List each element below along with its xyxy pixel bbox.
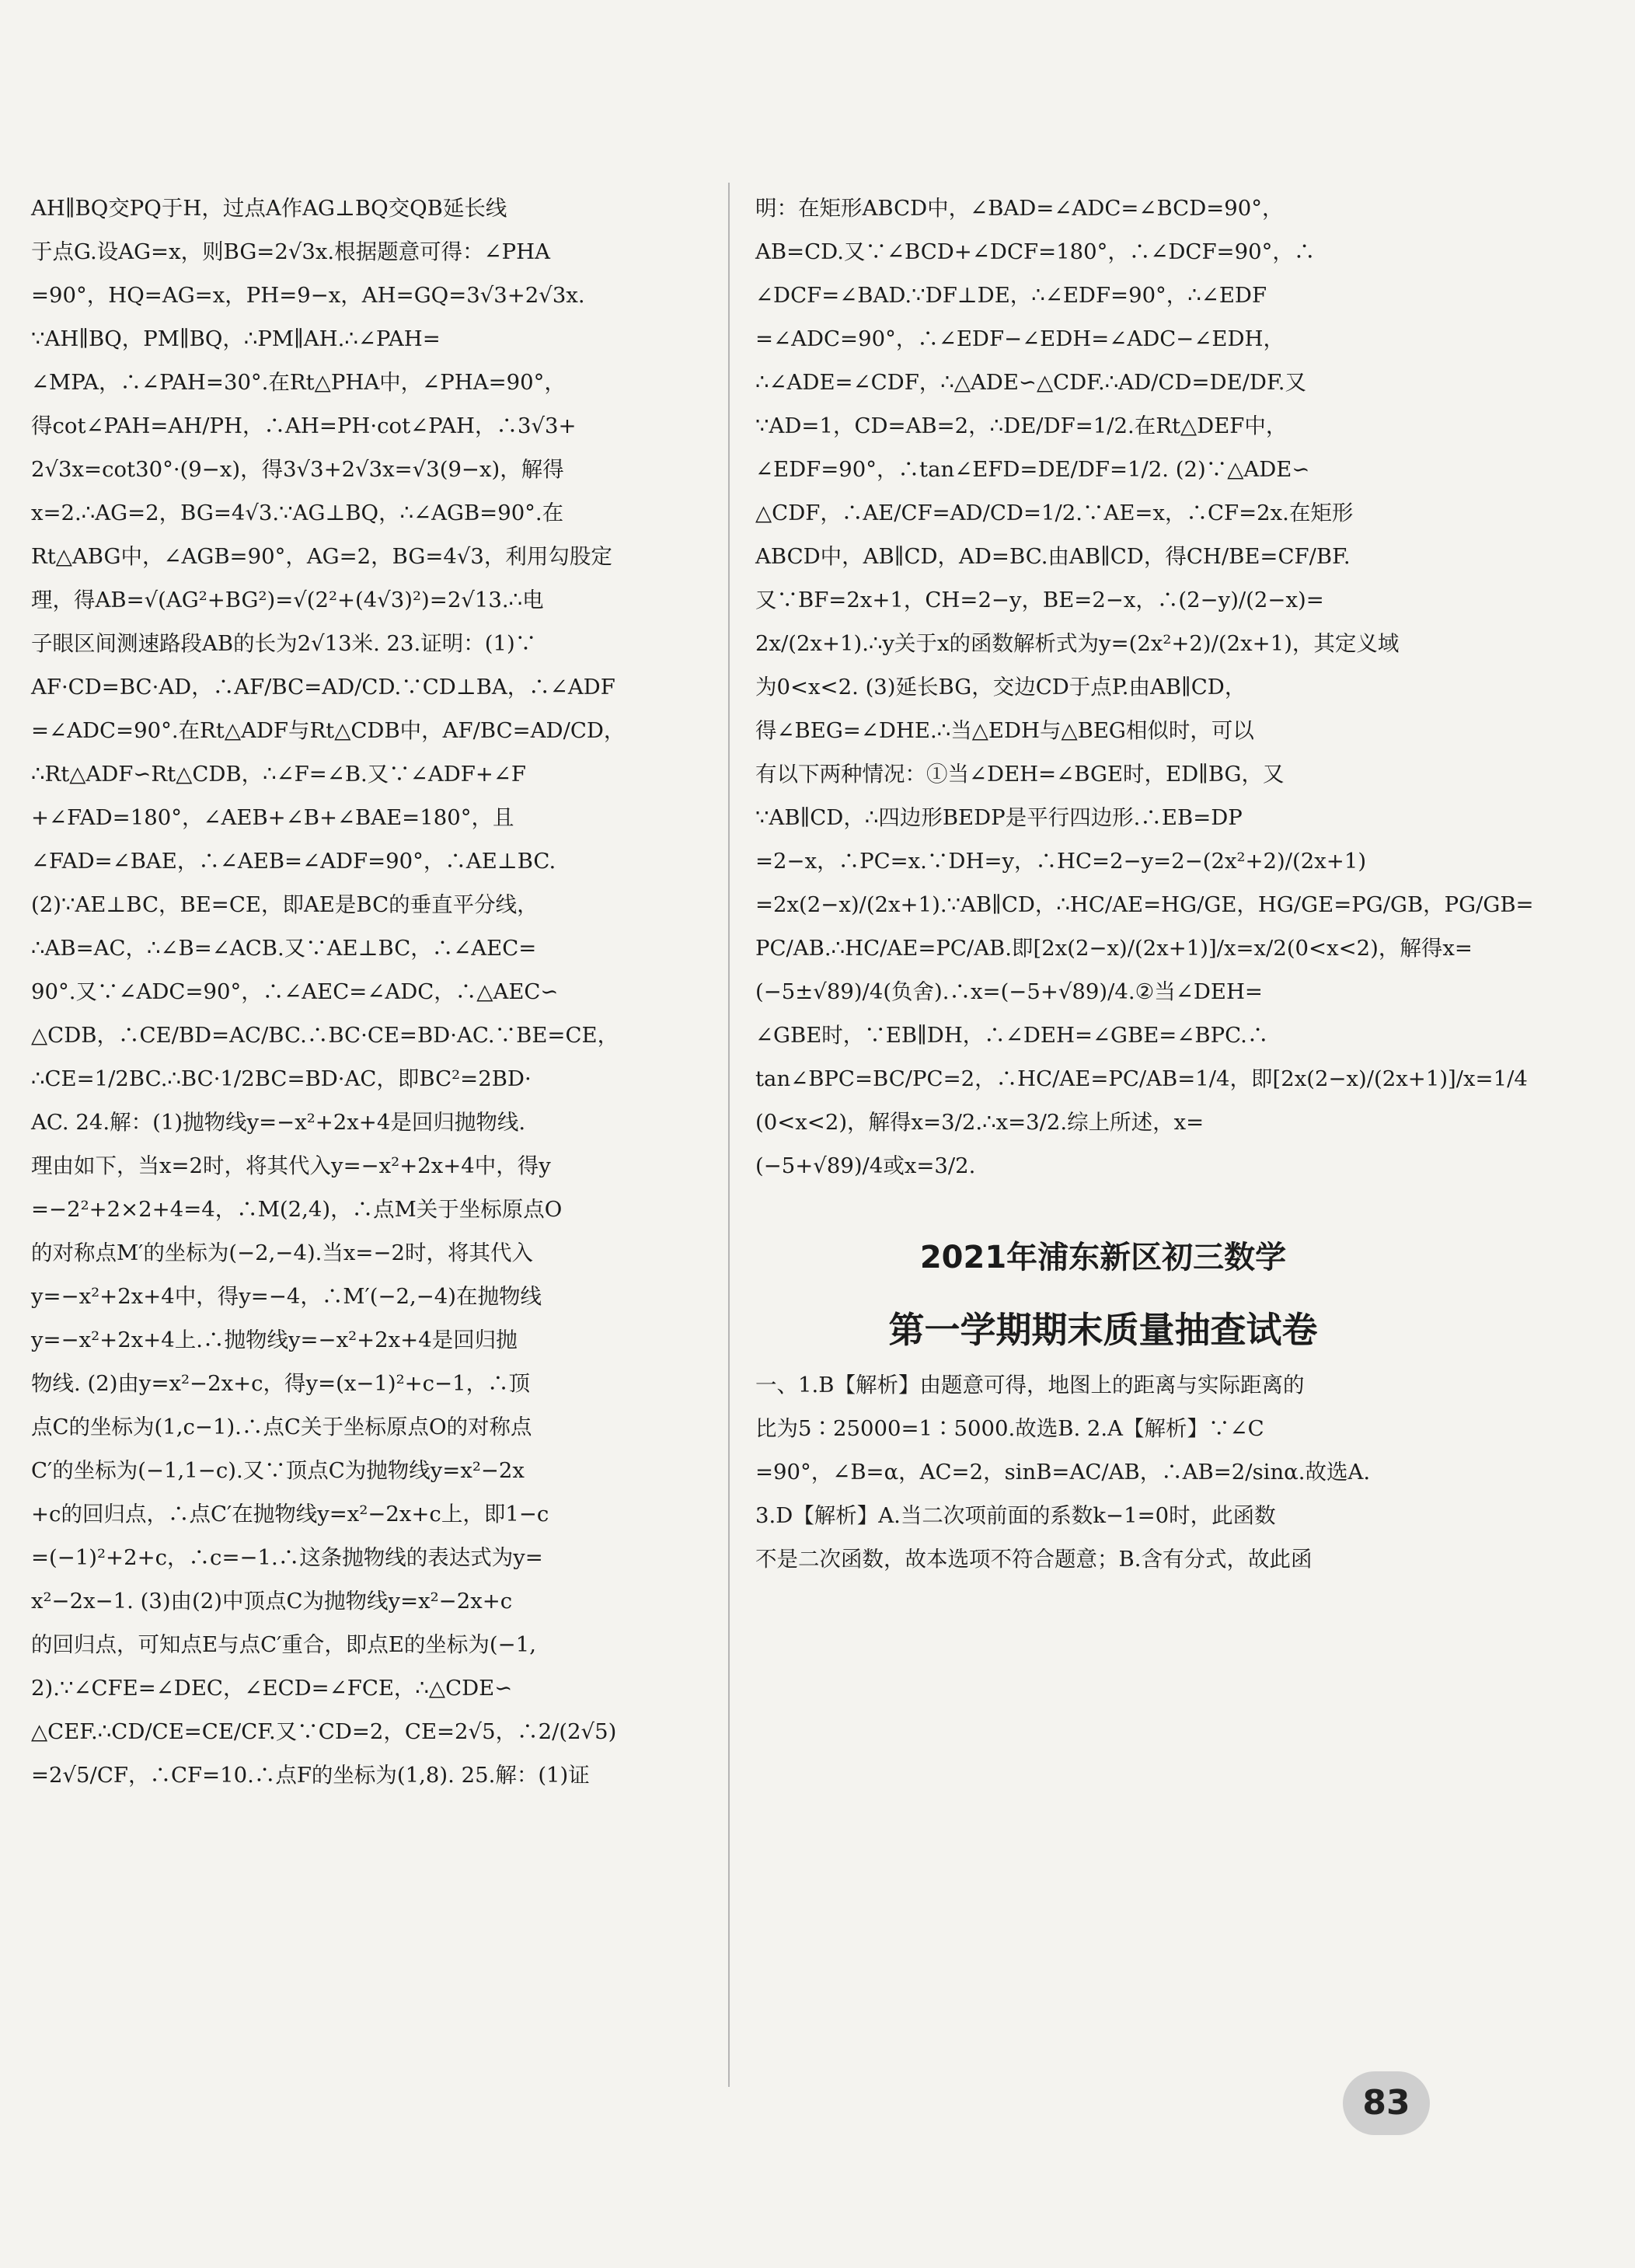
text-line: 得∠BEG=∠DHE.∴当△EDH与△BEG相似时，可以 (755, 718, 1254, 743)
text-line: 物线. (2)由y=x²−2x+c，得y=(x−1)²+c−1，∴顶 (31, 1371, 531, 1396)
page-number: 83 (1343, 2071, 1430, 2135)
text-line: PC/AB.∴HC/AE=PC/AB.即[2x(2−x)/(2x+1)]/x=x/2(0<x<2)，解得x= (755, 936, 1473, 961)
text-line: +∠FAD=180°，∠AEB+∠B+∠BAE=180°，且 (31, 805, 514, 830)
text-line: 2x/(2x+1).∴y关于x的函数解析式为y=(2x²+2)/(2x+1)，其定义域 (755, 631, 1400, 656)
text-line: (−5+√89)/4或x=3/2. (755, 1153, 976, 1178)
text-line: =90°，∠B=α，AC=2，sinB=AC/AB，∴AB=2/sinα.故选A. (755, 1460, 1371, 1485)
text-line: (2)∵AE⊥BC，BE=CE，即AE是BC的垂直平分线， (31, 892, 539, 917)
text-line: ∠EDF=90°，∴tan∠EFD=DE/DF=1/2. (2)∵△ADE∽ (755, 457, 1310, 482)
text-line: x=2.∴AG=2，BG=4√3.∵AG⊥BQ，∴∠AGB=90°.在 (31, 501, 564, 525)
text-line: =2−x，∴PC=x.∵DH=y，∴HC=2−y=2−(2x²+2)/(2x+1) (755, 849, 1367, 874)
column-divider (728, 183, 730, 2087)
text-line: =∠ADC=90°.在Rt△ADF与Rt△CDB中，AF/BC=AD/CD， (31, 718, 626, 743)
text-line: ∴∠ADE=∠CDF，∴△ADE∽△CDF.∴AD/CD=DE/DF.又 (755, 370, 1306, 395)
text-line: 3.D【解析】A.当二次项前面的系数k−1=0时，此函数 (755, 1503, 1276, 1528)
text-line: ∴Rt△ADF∽Rt△CDB，∴∠F=∠B.又∵∠ADF+∠F (31, 762, 526, 787)
text-line: ∠GBE时，∵EB∥DH，∴∠DEH=∠GBE=∠BPC.∴ (755, 1023, 1269, 1048)
right-column (755, 187, 1534, 1581)
text-line: x²−2x−1. (3)由(2)中顶点C为抛物线y=x²−2x+c (31, 1589, 513, 1614)
text-line: AH∥BQ交PQ于H，过点A作AG⊥BQ交QB延长线 (31, 196, 507, 221)
text-line: tan∠BPC=BC/PC=2，∴HC/AE=PC/AB=1/4，即[2x(2−x)/(2x+1)]/x=1/4 (755, 1066, 1528, 1091)
text-line: y=−x²+2x+4上.∴抛物线y=−x²+2x+4是回归抛 (31, 1328, 518, 1352)
text-line: (0<x<2)，解得x=3/2.∴x=3/2.综上所述，x= (755, 1110, 1204, 1135)
text-line: 理由如下，当x=2时，将其代入y=−x²+2x+4中，得y (31, 1153, 551, 1178)
text-line: 于点G.设AG=x，则BG=2√3x.根据题意可得：∠PHA (31, 239, 550, 264)
text-line: ∵AD=1，CD=AB=2，∴DE/DF=1/2.在Rt△DEF中， (755, 413, 1288, 438)
text-line: AB=CD.又∵∠BCD+∠DCF=180°，∴∠DCF=90°，∴ (755, 239, 1316, 264)
section-title-exam: 第一学期期末质量抽查试卷 (888, 1309, 1318, 1351)
text-line: ∠MPA，∴∠PAH=30°.在Rt△PHA中，∠PHA=90°， (31, 370, 566, 395)
text-line: =2√5/CF，∴CF=10.∴点F的坐标为(1,8). 25.解：(1)证 (31, 1763, 590, 1788)
text-line: 的对称点M′的坐标为(−2,−4).当x=−2时，将其代入 (31, 1240, 534, 1265)
text-line: y=−x²+2x+4中，得y=−4，∴M′(−2,−4)在抛物线 (31, 1284, 542, 1309)
text-line: 点C的坐标为(1,c−1).∴点C关于坐标原点O的对称点 (31, 1415, 532, 1439)
section-title-year-district: 2021年浦东新区初三数学 (919, 1240, 1287, 1275)
text-line: 2√3x=cot30°·(9−x)，得3√3+2√3x=√3(9−x)，解得 (31, 457, 564, 482)
text-line: 有以下两种情况：①当∠DEH=∠BGE时，ED∥BG，又 (755, 762, 1285, 787)
text-line: 的回归点，可知点E与点C′重合，即点E的坐标为(−1, (31, 1632, 536, 1657)
text-line: ∴CE=1/2BC.∴BC·1/2BC=BD·AC，即BC²=2BD· (31, 1066, 532, 1091)
text-line: 不是二次函数，故本选项不符合题意；B.含有分式，故此函 (755, 1547, 1313, 1572)
text-line: (−5±√89)/4(负舍).∴x=(−5+√89)/4.②当∠DEH= (755, 979, 1263, 1004)
text-line: AC. 24.解：(1)抛物线y=−x²+2x+4是回归抛物线. (31, 1110, 526, 1135)
text-line: 明：在矩形ABCD中，∠BAD=∠ADC=∠BCD=90°， (755, 196, 1284, 221)
text-line: ∴AB=AC，∴∠B=∠ACB.又∵AE⊥BC，∴∠AEC= (31, 936, 537, 961)
text-line: ∠FAD=∠BAE，∴∠AEB=∠ADF=90°，∴AE⊥BC. (31, 849, 556, 874)
text-line: 子眼区间测速路段AB的长为2√13米. 23.证明：(1)∵ (31, 631, 537, 656)
text-line: 为0<x<2. (3)延长BG，交边CD于点P.由AB∥CD， (755, 675, 1246, 700)
text-line: 理，得AB=√(AG²+BG²)=√(2²+(4√3)²)=2√13.∴电 (31, 588, 544, 612)
text-line: ∠DCF=∠BAD.∵DF⊥DE，∴∠EDF=90°，∴∠EDF (755, 283, 1267, 308)
text-line: ∵AH∥BQ，PM∥BQ，∴PM∥AH.∴∠PAH= (31, 326, 441, 351)
text-line: =∠ADC=90°，∴∠EDF−∠EDH=∠ADC−∠EDH， (755, 326, 1285, 351)
text-line: 又∵BF=2x+1，CH=2−y，BE=2−x，∴(2−y)/(2−x)= (755, 588, 1324, 612)
right-column-top-text (755, 187, 1534, 1188)
text-line: 得cot∠PAH=AH/PH，∴AH=PH·cot∠PAH，∴3√3+ (31, 413, 577, 438)
text-line: =(−1)²+2+c，∴c=−1.∴这条抛物线的表达式为y= (31, 1545, 543, 1570)
text-line: ABCD中，AB∥CD，AD=BC.由AB∥CD，得CH/BE=CF/BF. (755, 544, 1351, 569)
text-line: +c的回归点，∴点C′在抛物线y=x²−2x+c上，即1−c (31, 1502, 549, 1527)
text-line: △CDB，∴CE/BD=AC/BC.∴BC·CE=BD·AC.∵BE=CE， (31, 1023, 619, 1048)
right-column-bottom-text (755, 1363, 1451, 1581)
text-line: ∵AB∥CD，∴四边形BEDP是平行四边形.∴EB=DP (755, 805, 1243, 830)
text-line: △CEF.∴CD/CE=CE/CF.又∵CD=2，CE=2√5，∴2/(2√5) (31, 1719, 617, 1744)
text-line: Rt△ABG中，∠AGB=90°，AG=2，BG=4√3，利用勾股定 (31, 544, 612, 569)
text-line: 一、1.B【解析】由题意可得，地图上的距离与实际距离的 (755, 1373, 1305, 1397)
text-line: 比为5∶25000=1∶5000.故选B. 2.A【解析】∵∠C (755, 1416, 1264, 1441)
text-line: =2x(2−x)/(2x+1).∵AB∥CD，∴HC/AE=HG/GE，HG/GE=PG/GB，PG/GB= (755, 892, 1534, 917)
text-line: =90°，HQ=AG=x，PH=9−x，AH=GQ=3√3+2√3x. (31, 283, 585, 308)
text-line: 2).∵∠CFE=∠DEC，∠ECD=∠FCE，∴△CDE∽ (31, 1676, 513, 1701)
text-line: AF·CD=BC·AD，∴AF/BC=AD/CD.∵CD⊥BA，∴∠ADF (31, 675, 615, 700)
left-column (31, 187, 727, 1797)
text-line: △CDF，∴AE/CF=AD/CD=1/2.∵AE=x，∴CF=2x.在矩形 (755, 501, 1354, 525)
text-line: 90°.又∵∠ADC=90°，∴∠AEC=∠ADC，∴△AEC∽ (31, 979, 559, 1004)
text-line: C′的坐标为(−1,1−c).又∵顶点C为抛物线y=x²−2x (31, 1458, 525, 1483)
text-line: =−2²+2×2+4=4，∴M(2,4)，∴点M关于坐标原点O (31, 1197, 563, 1222)
